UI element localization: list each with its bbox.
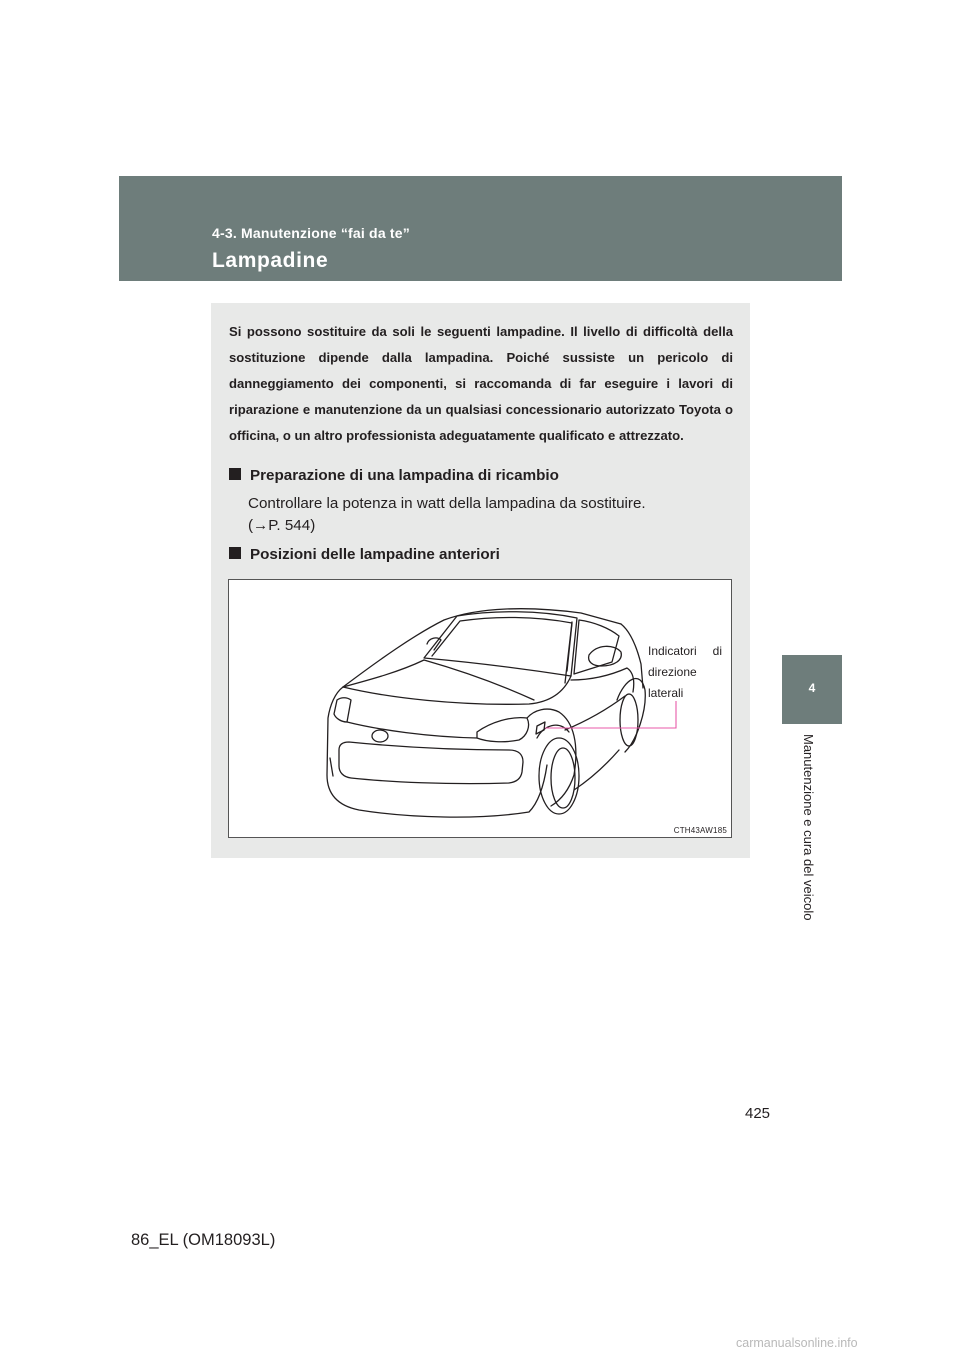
heading-front-bulb-positions-text: Posizioni delle lampadine anteriori [250,546,500,563]
square-bullet-icon [229,547,241,559]
chapter-title-vertical [803,734,817,954]
callout-line1 [648,641,722,662]
callout-side-indicators [648,641,728,704]
page-reference-link[interactable]: (→P. 544) [248,517,316,534]
page-number: 425 [745,1105,771,1122]
car-front-illustration [229,580,733,839]
callout-word-di: di [712,644,722,658]
chapter-tab[interactable] [782,655,842,724]
chapter-tab-number: 4 [808,681,816,695]
replacement-bulb-line: Controllare la potenza in watt della lampadina da sostituire. [248,495,646,512]
car-illustration-figure [228,579,732,838]
document-code: 86_EL (OM18093L) [131,1231,276,1249]
callout-line3: laterali [648,686,684,700]
callout-line2: direzione [648,665,697,679]
square-bullet-icon [229,468,241,480]
content-box [211,303,750,858]
heading-replacement-bulb [229,467,559,484]
intro-paragraph: Si possono sostituire da soli le seguenti lampadine. Il livello di difficoltà della sostituzione dipende dalla lampadina. Poiché sussiste un pericolo di danneggiamento dei componenti, si raccomanda di far eseguire i lavori di riparazione e manutenzione da un qualsiasi concessionario autorizzato Toyota o officina, o un altro professionista adeguatamente qualificato e attrezzato. [229,324,733,443]
figure-code: CTH43AW185 [673,826,727,835]
section-label: 4-3. Manutenzione “fai da te” [212,225,410,241]
callout-word-indicatori: Indicatori [648,644,697,658]
heading-front-bulb-positions [229,546,500,563]
watermark[interactable]: carmanualsonline.info [736,1336,858,1350]
heading-replacement-bulb-text: Preparazione di una lampadina di ricambio [250,467,559,484]
page-title: Lampadine [212,249,329,272]
header-band [119,176,842,281]
chapter-title-text: Manutenzione e cura del veicolo [801,734,816,921]
replacement-bulb-text [248,493,748,537]
